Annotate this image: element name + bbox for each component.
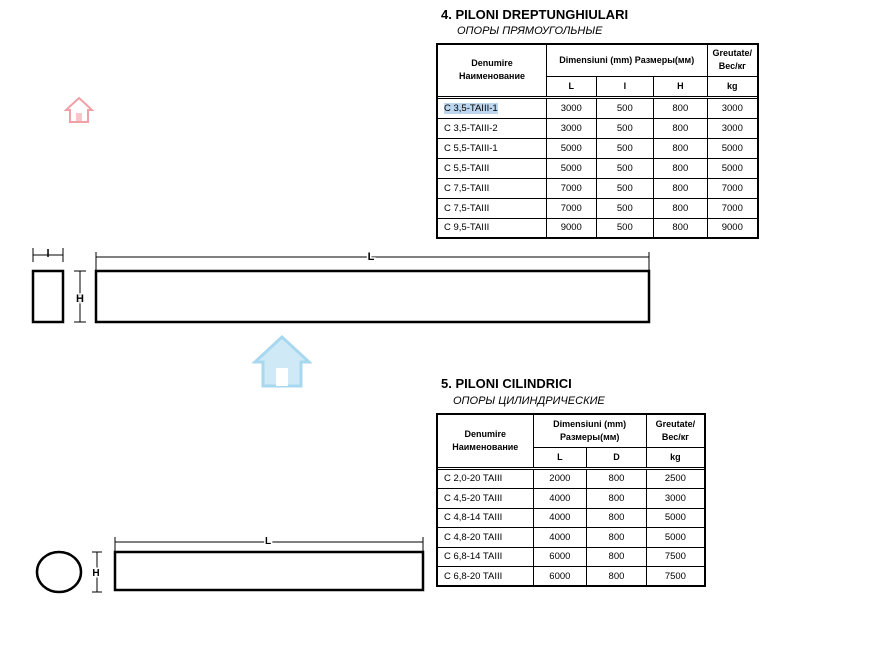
cell-name: C 3,5-TAIII-2 <box>437 118 546 138</box>
header-col-L: L <box>546 76 596 96</box>
cell-L: 3000 <box>546 98 596 118</box>
cell-H: 800 <box>654 98 708 118</box>
cell-D: 800 <box>587 469 647 489</box>
table-row <box>437 567 705 587</box>
label-L: L <box>367 251 375 263</box>
cell-kg: 2500 <box>646 469 705 489</box>
cell-name: C 7,5-TAIII <box>437 178 546 198</box>
table-row <box>437 489 705 509</box>
cell-L: 2000 <box>533 469 587 489</box>
cell-l: 500 <box>596 138 653 158</box>
cell-name: C 4,5-20 TAIII <box>437 489 533 509</box>
cell-kg: 5000 <box>646 508 705 528</box>
table-row <box>437 138 758 158</box>
header-weight: Greutate/ Вес/кг <box>646 414 705 447</box>
section4-title: 4. PILONI DREPTUNGHIULARI <box>441 7 629 22</box>
label-l: l <box>46 248 50 260</box>
header-col-D: D <box>587 447 647 467</box>
table-row <box>437 98 758 118</box>
header-name: Denumire Наименование <box>437 414 533 467</box>
table-row <box>437 118 758 138</box>
header-col-l: l <box>596 76 653 96</box>
table-row <box>437 158 758 178</box>
cell-L: 3000 <box>546 118 596 138</box>
cell-l: 500 <box>596 158 653 178</box>
table-row <box>437 528 705 548</box>
cell-kg: 7000 <box>707 178 758 198</box>
cell-kg: 7500 <box>646 567 705 587</box>
table-row <box>437 508 705 528</box>
cell-kg: 3000 <box>707 118 758 138</box>
header-dimensions: Dimensiuni (mm) Размеры(мм) <box>546 44 707 76</box>
cell-name <box>437 98 546 118</box>
cell-L: 7000 <box>546 198 596 218</box>
cell-H: 800 <box>654 198 708 218</box>
cell-name: C 5,5-TAIII-1 <box>437 138 546 158</box>
cell-kg: 7500 <box>646 547 705 567</box>
house-icon <box>64 96 94 124</box>
cell-D: 800 <box>587 528 647 548</box>
cell-L: 6000 <box>533 567 587 587</box>
cell-l: 500 <box>596 218 653 238</box>
table-row <box>437 469 705 489</box>
table-row <box>437 198 758 218</box>
cell-l: 500 <box>596 98 653 118</box>
rectangular-pillars-table <box>436 43 759 239</box>
cell-L: 4000 <box>533 508 587 528</box>
header-col-L: L <box>533 447 587 467</box>
cell-name: C 6,8-20 TAIII <box>437 567 533 587</box>
cell-kg: 5000 <box>707 158 758 178</box>
label-L: L <box>264 536 272 547</box>
cell-kg: 9000 <box>707 218 758 238</box>
cell-H: 800 <box>654 138 708 158</box>
cell-name: C 4,8-20 TAIII <box>437 528 533 548</box>
house-icon <box>252 334 312 390</box>
label-H: H <box>76 293 84 305</box>
cell-H: 800 <box>654 158 708 178</box>
cell-L: 5000 <box>546 138 596 158</box>
cell-H: 800 <box>654 178 708 198</box>
side-view-rect <box>96 271 649 322</box>
header-col-H: H <box>654 76 708 96</box>
header-col-kg: kg <box>646 447 705 467</box>
cell-l: 500 <box>596 198 653 218</box>
header-name: Denumire Наименование <box>437 44 546 96</box>
header-dimensions: Dimensiuni (mm) Размеры(мм) <box>533 414 646 447</box>
cell-kg: 3000 <box>646 489 705 509</box>
cell-name: C 7,5-TAIII <box>437 198 546 218</box>
selected-text: C 3,5-TAIII-1 <box>444 102 498 114</box>
cell-D: 800 <box>587 508 647 528</box>
cell-l: 500 <box>596 118 653 138</box>
cell-D: 800 <box>587 489 647 509</box>
cell-name: C 4,8-14 TAIII <box>437 508 533 528</box>
cell-name: C 5,5-TAIII <box>437 158 546 178</box>
section5-subtitle: ОПОРЫ ЦИЛИНДРИЧЕСКИЕ <box>453 395 605 407</box>
cell-kg: 5000 <box>707 138 758 158</box>
cell-L: 4000 <box>533 489 587 509</box>
cell-H: 800 <box>654 118 708 138</box>
cell-L: 5000 <box>546 158 596 178</box>
header-col-kg: kg <box>707 76 758 96</box>
cell-name: C 2,0-20 TAIII <box>437 469 533 489</box>
cross-section-rect <box>33 271 63 322</box>
section5-title: 5. PILONI CILINDRICI <box>441 376 572 391</box>
header-weight: Greutate/ Вес/кг <box>707 44 758 76</box>
table-row <box>437 218 758 238</box>
table-row <box>437 178 758 198</box>
rectangular-pillar-drawing <box>0 240 670 335</box>
section4-subtitle: ОПОРЫ ПРЯМОУГОЛЬНЫЕ <box>457 25 603 37</box>
cell-kg: 5000 <box>646 528 705 548</box>
cell-kg: 7000 <box>707 198 758 218</box>
cell-l: 500 <box>596 178 653 198</box>
table-row <box>437 547 705 567</box>
side-view-rect <box>115 552 423 590</box>
cell-D: 800 <box>587 567 647 587</box>
cell-D: 800 <box>587 547 647 567</box>
label-H: H <box>92 568 100 579</box>
cell-L: 6000 <box>533 547 587 567</box>
cell-kg: 3000 <box>707 98 758 118</box>
cell-L: 7000 <box>546 178 596 198</box>
cell-name: C 9,5-TAIII <box>437 218 546 238</box>
cylindrical-pillars-table <box>436 413 706 587</box>
cell-H: 800 <box>654 218 708 238</box>
cell-name: C 6,8-14 TAIII <box>437 547 533 567</box>
cell-L: 9000 <box>546 218 596 238</box>
cross-section-circle <box>37 552 81 592</box>
cylindrical-pillar-drawing <box>0 528 440 598</box>
cell-L: 4000 <box>533 528 587 548</box>
